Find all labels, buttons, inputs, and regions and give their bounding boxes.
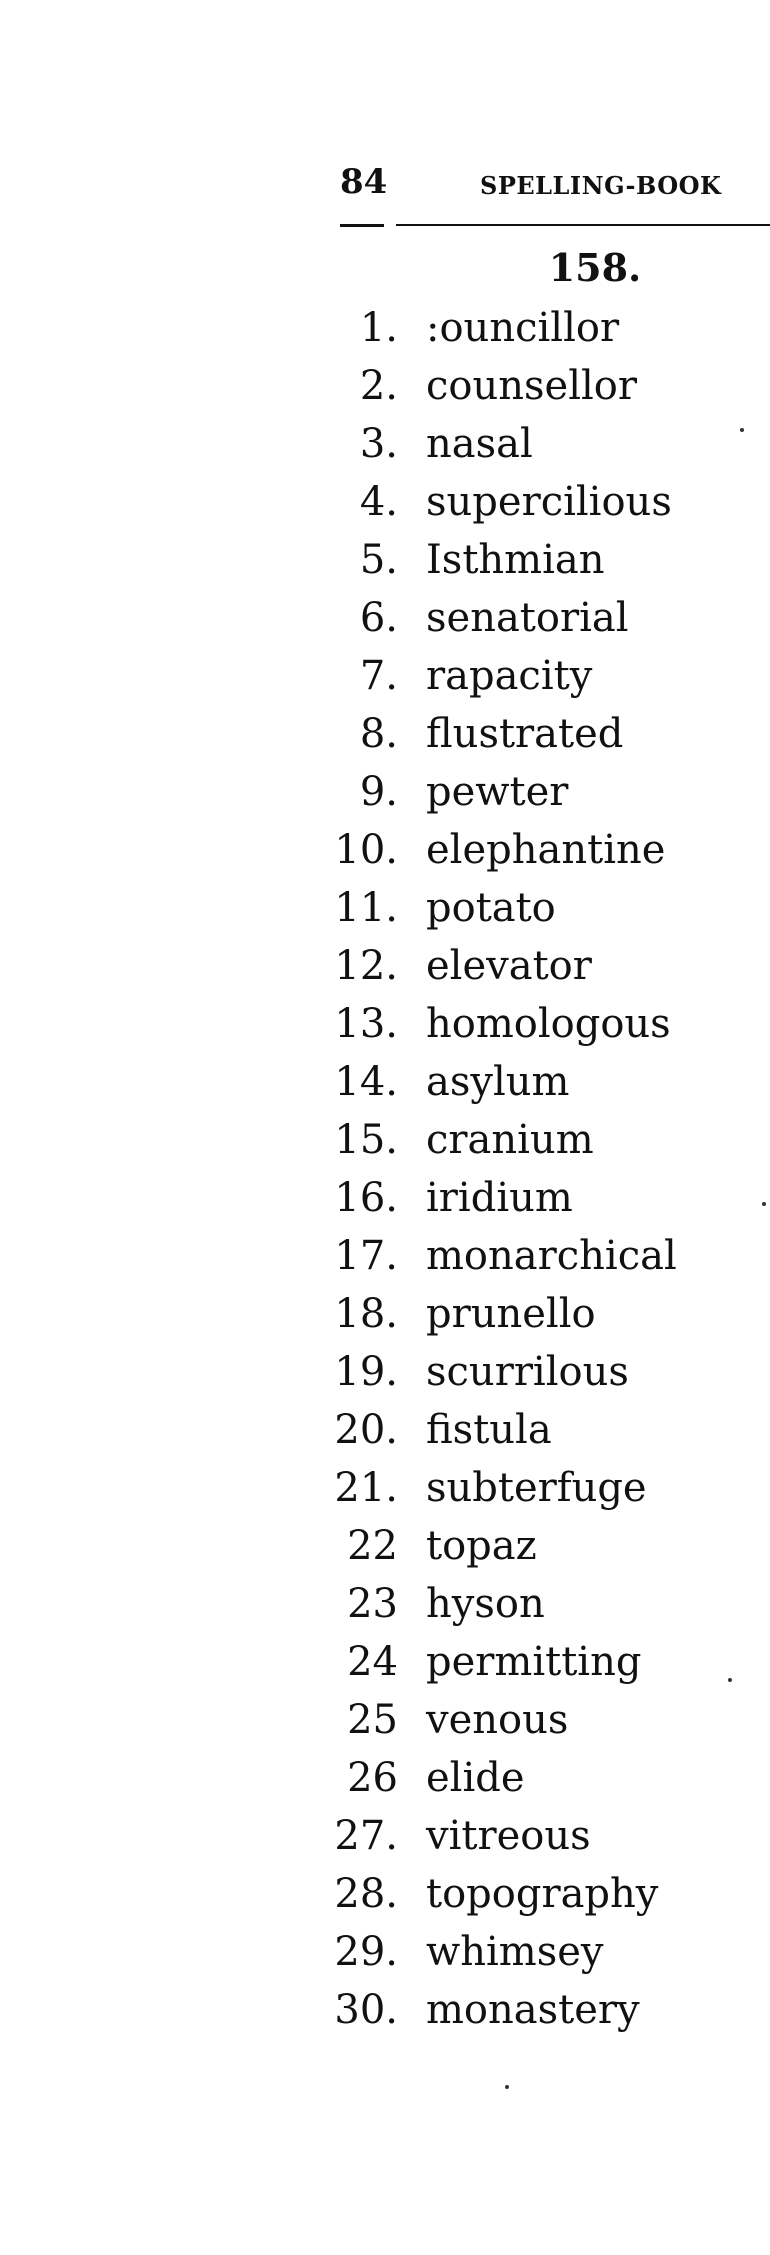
scan-speck: [762, 1202, 766, 1206]
entry-number: 9.: [359, 769, 398, 815]
scan-speck: [728, 1678, 732, 1682]
scan-speck: [505, 2085, 509, 2089]
entry-word: venous: [426, 1697, 569, 1743]
list-item: [0, 824, 770, 882]
entry-number: 7.: [359, 653, 398, 699]
list-item: [0, 1230, 770, 1288]
entry-number: 16.: [334, 1175, 398, 1221]
entry-word: prunello: [426, 1291, 596, 1337]
entry-word: flustrated: [426, 711, 624, 757]
list-item: [0, 998, 770, 1056]
entry-number: 10.: [334, 827, 398, 873]
entry-word: counsellor: [426, 363, 637, 409]
entry-number: 25: [347, 1697, 398, 1743]
list-item: [0, 1636, 770, 1694]
section-number: 158.: [548, 245, 642, 290]
entry-word: subterfuge: [426, 1465, 647, 1511]
entry-word: hyson: [426, 1581, 545, 1627]
list-item: [0, 650, 770, 708]
list-item: [0, 476, 770, 534]
entry-number: 15.: [334, 1117, 398, 1163]
list-item: [0, 1810, 770, 1868]
entry-number: 1.: [359, 305, 398, 351]
entry-number: 22: [347, 1523, 398, 1569]
entry-number: 18.: [334, 1291, 398, 1337]
entry-word: rapacity: [426, 653, 593, 699]
list-item: [0, 1868, 770, 1926]
entry-number: 20.: [334, 1407, 398, 1453]
list-item: [0, 302, 770, 360]
entry-word: topaz: [426, 1523, 537, 1569]
list-item: [0, 1346, 770, 1404]
entry-word: potato: [426, 885, 556, 931]
list-item: [0, 1288, 770, 1346]
list-item: [0, 1520, 770, 1578]
entry-number: 6.: [359, 595, 398, 641]
list-item: [0, 592, 770, 650]
entry-number: 26: [347, 1755, 398, 1801]
page-header: [340, 162, 770, 212]
entry-number: 24: [347, 1639, 398, 1685]
list-item: [0, 1752, 770, 1810]
list-item: [0, 534, 770, 592]
entry-word: elide: [426, 1755, 525, 1801]
list-item: [0, 940, 770, 998]
running-head: SPELLING-BOOK: [480, 171, 722, 200]
entry-number: 4.: [359, 479, 398, 525]
entry-number: 28.: [334, 1871, 398, 1917]
list-item: [0, 1404, 770, 1462]
entry-number: 27.: [334, 1813, 398, 1859]
entry-word: Isthmian: [426, 537, 605, 583]
entry-number: 14.: [334, 1059, 398, 1105]
spelling-word-list: [0, 302, 770, 2042]
list-item: [0, 1578, 770, 1636]
entry-word: topography: [426, 1871, 659, 1917]
entry-word: senatorial: [426, 595, 629, 641]
header-rule-short: [340, 224, 384, 227]
entry-number: 23: [347, 1581, 398, 1627]
entry-number: 8.: [359, 711, 398, 757]
entry-word: pewter: [426, 769, 569, 815]
entry-word: iridium: [426, 1175, 573, 1221]
entry-word: whimsey: [426, 1929, 604, 1975]
scan-speck: [740, 428, 744, 432]
entry-number: 19.: [334, 1349, 398, 1395]
entry-word: nasal: [426, 421, 533, 467]
list-item: [0, 360, 770, 418]
entry-word: supercilious: [426, 479, 672, 525]
entry-number: 3.: [359, 421, 398, 467]
entry-word: homologous: [426, 1001, 671, 1047]
list-item: [0, 882, 770, 940]
entry-number: 21.: [334, 1465, 398, 1511]
list-item: [0, 1462, 770, 1520]
entry-number: 13.: [334, 1001, 398, 1047]
entry-number: 2.: [359, 363, 398, 409]
list-item: [0, 1694, 770, 1752]
entry-word: monastery: [426, 1987, 640, 2033]
header-rule-long: [396, 224, 770, 226]
entry-number: 11.: [334, 885, 398, 931]
entry-number: 30.: [334, 1987, 398, 2033]
list-item: [0, 766, 770, 824]
entry-number: 5.: [359, 537, 398, 583]
list-item: [0, 708, 770, 766]
list-item: [0, 1056, 770, 1114]
entry-number: 17.: [334, 1233, 398, 1279]
entry-word: permitting: [426, 1639, 642, 1685]
entry-word: asylum: [426, 1059, 570, 1105]
entry-number: 29.: [334, 1929, 398, 1975]
entry-number: 12.: [334, 943, 398, 989]
list-item: [0, 1984, 770, 2042]
list-item: [0, 418, 770, 476]
entry-word: :ouncillor: [426, 305, 620, 351]
list-item: [0, 1172, 770, 1230]
entry-word: scurrilous: [426, 1349, 629, 1395]
page-number: 84: [340, 162, 388, 202]
entry-word: vitreous: [426, 1813, 591, 1859]
list-item: [0, 1114, 770, 1172]
entry-word: elevator: [426, 943, 592, 989]
list-item: [0, 1926, 770, 1984]
entry-word: cranium: [426, 1117, 594, 1163]
entry-word: elephantine: [426, 827, 666, 873]
entry-word: monarchical: [426, 1233, 677, 1279]
entry-word: fistula: [426, 1407, 552, 1453]
